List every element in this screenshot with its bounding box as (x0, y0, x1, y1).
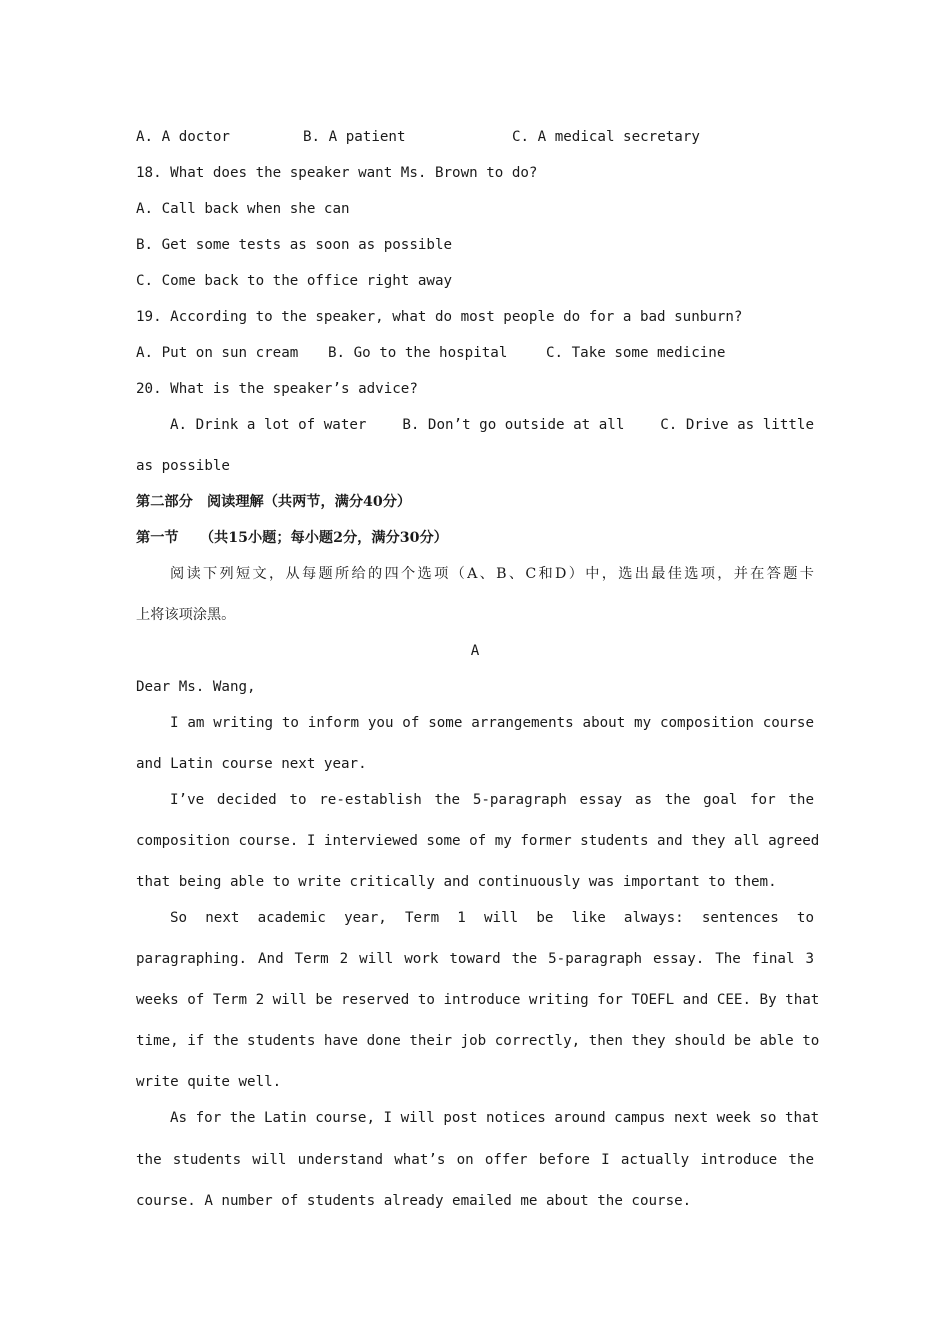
passage-line: I am writing to inform you of some arrangements about my composition course (170, 715, 814, 731)
q19-option-c: C. Take some medicine (546, 345, 726, 361)
q17-option-c: C. A medical secretary (512, 129, 700, 145)
q17-option-b: B. A patient (303, 129, 406, 145)
passage-line: that being able to write critically and continuously was important to them. (136, 874, 777, 890)
q20-option-b: B. Don’t go outside at all (402, 417, 625, 433)
q18-option-b: B. Get some tests as soon as possible (136, 237, 453, 253)
passage-line: time, if the students have done their job correctly, then they should be able to (136, 1033, 820, 1049)
passage-line: composition course. I interviewed some of my former students and they all agreed (136, 833, 820, 849)
q18-question: 18. What does the speaker want Ms. Brown to do? (136, 165, 538, 181)
passage-line: the students will understand what’s on offer before I actually introduce the (136, 1152, 814, 1168)
q19-option-a: A. Put on sun cream (136, 345, 299, 361)
q19-options (136, 344, 814, 362)
passage-line: write quite well. (136, 1074, 282, 1090)
passage-line: course. A number of students already emailed me about the course. (136, 1193, 692, 1209)
passage-line: weeks of Term 2 will be reserved to introduce writing for TOEFL and CEE. By that (136, 992, 820, 1008)
q17-options (136, 128, 814, 146)
q18-option-c: C. Come back to the office right away (136, 273, 453, 289)
q20-option-c-continued: as possible (136, 458, 230, 474)
passage-line: I’ve decided to re-establish the 5-paragraph essay as the goal for the (170, 792, 814, 808)
q20-option-a: A. Drink a lot of water (170, 417, 367, 433)
passage-line: So next academic year, Term 1 will be like always: sentences to (170, 910, 814, 926)
instructions-line-1: 阅读下列短文，从每题所给的四个选项（A、B、C和D）中，选出最佳选项，并在答题卡 (170, 566, 814, 582)
passage-label: A (470, 643, 480, 659)
passage-line: and Latin course next year. (136, 756, 367, 772)
instructions-line-2: 上将该项涂黑。 (136, 607, 236, 623)
passage-line: As for the Latin course, I will post notices around campus next week so that (170, 1110, 820, 1126)
letter-salutation: Dear Ms. Wang, (136, 679, 256, 695)
q18-option-a: A. Call back when she can (136, 201, 350, 217)
q20-option-c: C. Drive as little (660, 417, 814, 433)
q20-options (170, 416, 814, 434)
q19-option-b: B. Go to the hospital (328, 345, 508, 361)
section1-heading: 第一节 （共15小题；每小题2分，满分30分） (136, 530, 448, 546)
passage-line: paragraphing. And Term 2 will work toward the 5-paragraph essay. The final 3 (136, 951, 814, 967)
q17-option-a: A. A doctor (136, 129, 230, 145)
q20-question: 20. What is the speaker’s advice? (136, 381, 418, 397)
part2-heading: 第二部分 阅读理解（共两节，满分40分） (136, 494, 412, 510)
q19-question: 19. According to the speaker, what do most people do for a bad sunburn? (136, 309, 743, 325)
